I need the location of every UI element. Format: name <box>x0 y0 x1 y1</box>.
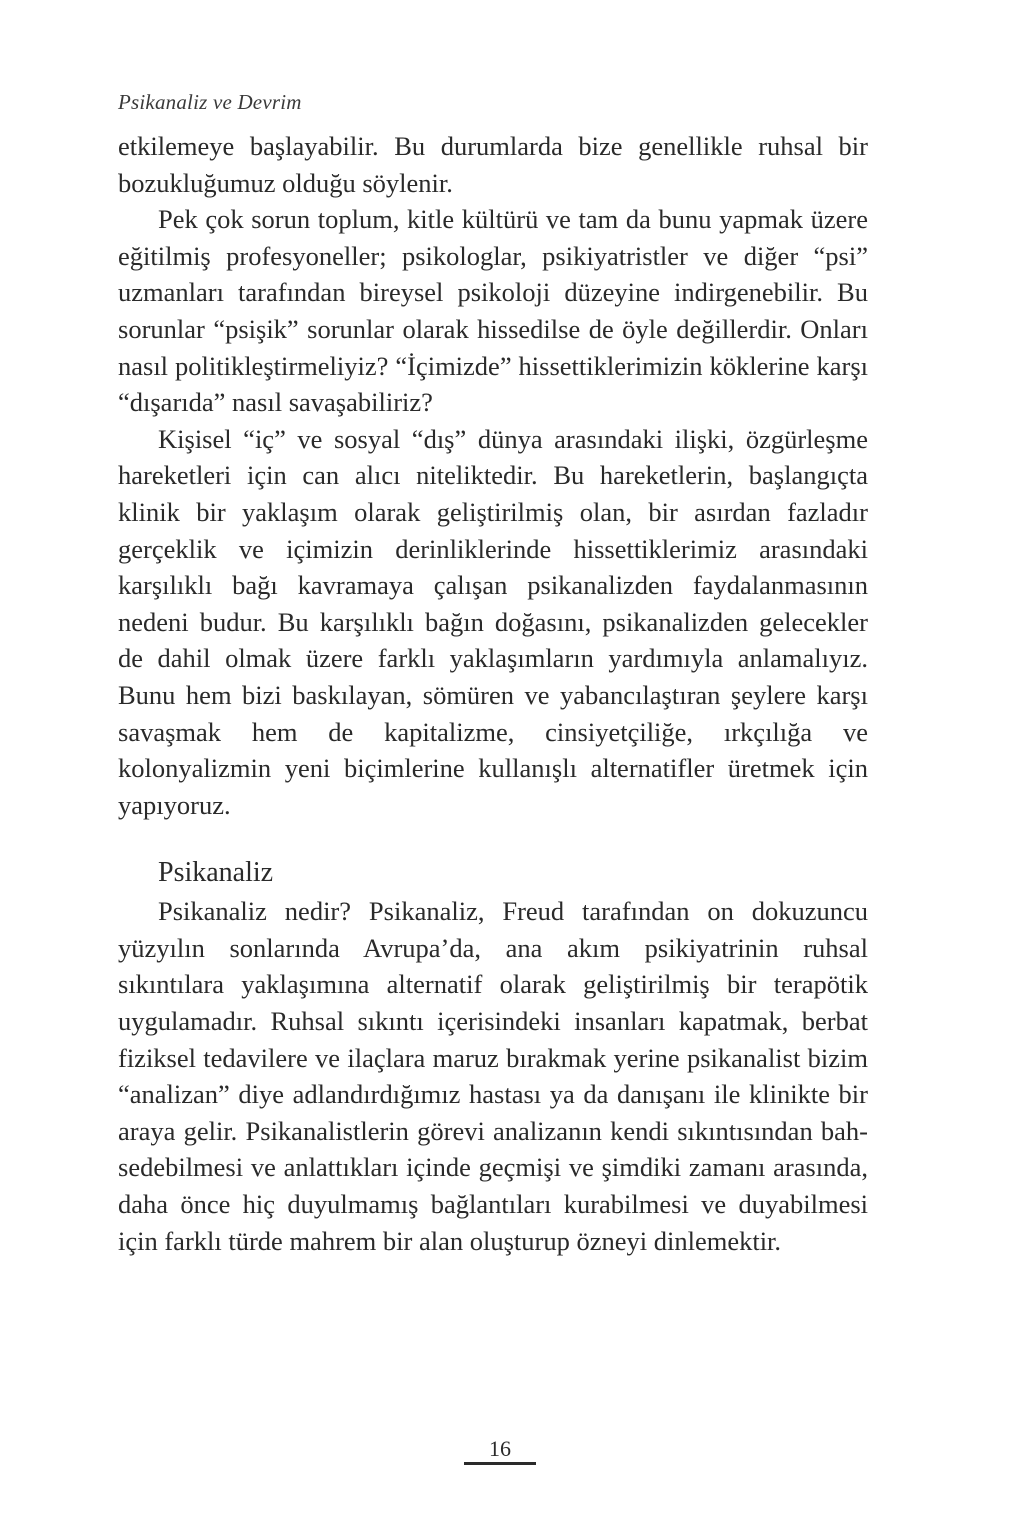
page-number: 16 <box>489 1436 511 1461</box>
body-text <box>118 128 868 1259</box>
page-footer <box>464 1435 536 1465</box>
paragraph: Kişisel “iç” ve sosyal “dış” dünya arasındaki ilişki, özgürleşme hareketleri için can alıcı niteliktedir. Bu hareketlerin, başlangıçta klinik bir yaklaşım olarak geliştirilmiş olan, bir asırdan fazladır gerçeklik ve içimizin derinliklerinde hissettiklerimiz arasındaki karşılıklı bağı kavramaya çalışan psikanalizden faydalanmasının nedeni budur. Bu karşılıklı bağın doğasını, psikanalizden gelecekler de dahil olmak üzere farklı yaklaşımların yardımıyla anlamalıyız. Bunu hem bizi baskılayan, sömüren ve yabancılaştıran şeylere karşı savaşmak hem de kapitalizme, cinsiyetçiliğe, ırkçılığa ve kolonyalizmin yeni biçimlerine kullanışlı alternatifler üretmek için yapıyoruz. <box>118 423 868 820</box>
page-number-rule <box>464 1462 536 1465</box>
paragraph: Pek çok sorun toplum, kitle kültürü ve tam da bunu yapmak üzere eğitilmiş profesyoneller; psikologlar, psikiyatristler ve diğer “psi” uzmanları tarafından bireysel psikoloji düzeyine indirgenebilir. Bu sorunlar “psişik” sorunlar olarak hissedilse de öyle değillerdir. Onları nasıl politikleştirmeliyiz? “İçimizde” hissettiklerimizin köklerine karşı “dışarıda” nasıl savaşabiliriz? <box>118 204 868 418</box>
paragraph-continuation: etkilemeye başlayabilir. Bu durumlarda bize genellikle ruhsal bir bozukluğumuz olduğu söylenir. <box>118 131 868 198</box>
running-head: Psikanaliz ve Devrim <box>118 90 302 114</box>
paragraph: Psikanaliz nedir? Psikanaliz, Freud tarafından on dokuzuncu yüzyılın sonlarında Avrupa’da, ana akım psikiyatrinin ruhsal sıkıntılara yaklaşımına alternatif olarak geliştirilmiş bir terapötik uygulamadır. Ruhsal sıkıntı içerisindeki insanları kapatmak, berbat fiziksel tedavilere ve ilaçlara maruz bırakmak yerine psikanalist bizim “analizan” diye adlandırdığımız hastası ya da danışanı ile klinikte bir araya gelir. Psikanalistlerin görevi analizanın kendi sıkıntısından bahsedebilmesi ve anlattıkları içinde geçmişi ve şimdiki zamanı arasında, daha önce hiç duyulmamış bağlantıları kurabilmesi ve duyabilmesi için farklı türde mahrem bir alan oluşturup özneyi dinlemektir. <box>118 896 868 1256</box>
section-heading: Psikanaliz <box>158 857 274 889</box>
